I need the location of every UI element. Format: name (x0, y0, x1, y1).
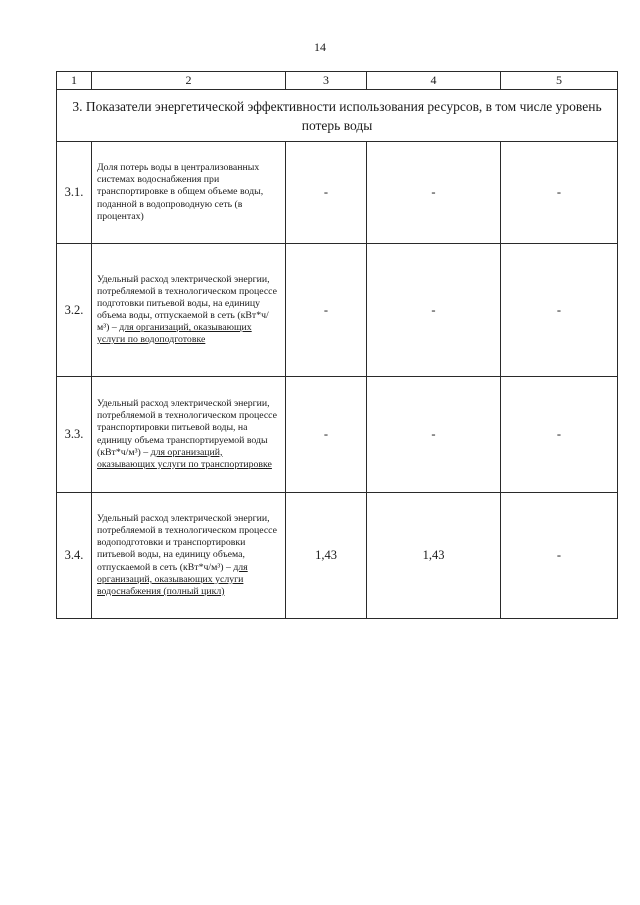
row-number: 3.2. (57, 244, 92, 377)
value-col3: - (286, 142, 367, 244)
description-underlined: для организаций, оказывающих услуги по транспортировке (97, 446, 272, 470)
description-text: Удельный расход электрической энергии, потребляемой в технологическом процессе подготовки питьевой воды, на единицу объема воды, отпускаемой в сеть (кВт*ч/м³) – (97, 273, 277, 334)
header-cell: 4 (367, 72, 501, 90)
row-number: 3.3. (57, 377, 92, 493)
table-row (57, 377, 618, 493)
value-col4: 1,43 (367, 493, 501, 619)
description-underlined: для организаций, оказывающих услуги водоснабжения (полный цикл) (97, 561, 248, 597)
value-col3: - (286, 244, 367, 377)
header-cell: 2 (92, 72, 286, 90)
value-col4: - (367, 377, 501, 493)
page-number: 14 (314, 40, 326, 54)
table-row (57, 244, 618, 377)
value-col5: - (501, 493, 618, 619)
value-col5: - (501, 244, 618, 377)
row-description (92, 377, 286, 493)
description-text: Удельный расход электрической энергии, потребляемой в технологическом процессе водоподготовки и транспортировки питьевой воды, на единицу объема, отпускаемой в сеть (кВт*ч/м³) – (97, 513, 277, 573)
header-cell: 3 (286, 72, 367, 90)
indicators-table (56, 71, 618, 619)
description-text: Удельный расход электрической энергии, потребляемой в технологическом процессе транспортировки питьевой воды, на единицу объема транспортируемой воды (кВт*ч/м³) – (97, 398, 277, 458)
value-col5: - (501, 377, 618, 493)
row-number: 3.4. (57, 493, 92, 619)
header-cell: 1 (57, 72, 92, 90)
table-row (57, 142, 618, 244)
row-number: 3.1. (57, 142, 92, 244)
section-title: 3. Показатели энергетической эффективности использования ресурсов, в том числе уровень потерь воды (57, 90, 618, 142)
value-col4: - (367, 142, 501, 244)
section-row (57, 90, 618, 142)
value-col3: - (286, 377, 367, 493)
value-col5: - (501, 142, 618, 244)
table-header-row (57, 72, 618, 90)
description-underlined: для организаций, оказывающих услуги по водоподготовке (97, 322, 252, 346)
table-row (57, 493, 618, 619)
value-col4: - (367, 244, 501, 377)
row-description (92, 244, 286, 377)
description-text: Доля потерь воды в централизованных системах водоснабжения при транспортировке в общем объеме воды, поданной в водопроводную сеть (в процентах) (97, 162, 264, 222)
header-cell: 5 (501, 72, 618, 90)
row-description (92, 493, 286, 619)
row-description (92, 142, 286, 244)
value-col3: 1,43 (286, 493, 367, 619)
